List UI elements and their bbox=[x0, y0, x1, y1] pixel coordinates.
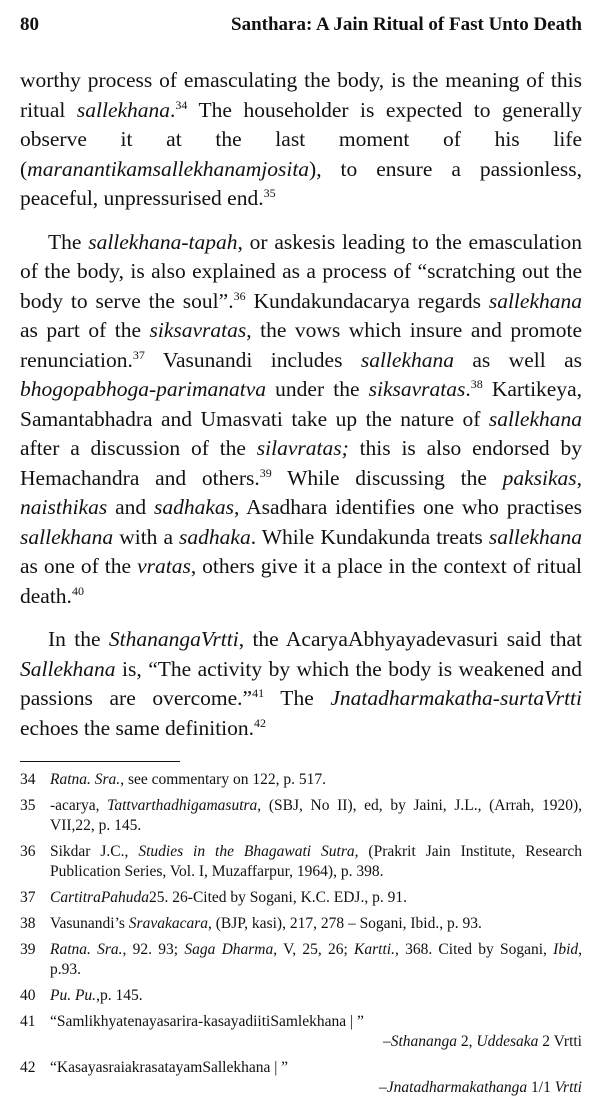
italic-run: –Jnatadharmakathanga bbox=[379, 1079, 528, 1096]
footnote-line bbox=[50, 1012, 582, 1032]
text-run: The bbox=[264, 686, 331, 710]
italic-run: Uddesaka bbox=[476, 1033, 539, 1050]
text-run: -acarya, bbox=[50, 797, 108, 814]
text-run: 25. 26-Cited by Sogani, K.C. EDJ., p. 91. bbox=[149, 889, 407, 906]
italic-run: Sravakacara bbox=[128, 915, 208, 932]
text-run: . bbox=[170, 97, 176, 122]
italic-run: sallekhana bbox=[76, 97, 171, 122]
italic-run: Saga Dharma bbox=[184, 941, 274, 958]
italic-run: SthanangaVrtti bbox=[108, 627, 239, 651]
footnote-attribution bbox=[50, 1078, 582, 1098]
text-run: “Samlikhyatenayasarira-kasayadiitiSamlekhana | ” bbox=[50, 1013, 364, 1030]
footnote bbox=[20, 1012, 582, 1052]
text-run: , V, 25, 26; bbox=[273, 941, 355, 958]
text-run: Kartikeya, Samantabhadra and Umasvati take up the nature of bbox=[20, 377, 583, 431]
footnote-text bbox=[50, 1058, 582, 1098]
text-run: , bbox=[576, 465, 582, 490]
footnote-ref: 40 bbox=[71, 583, 84, 598]
text-run: In the bbox=[48, 627, 109, 651]
footnote-number: 35 bbox=[20, 797, 36, 814]
footnote-line bbox=[50, 940, 582, 980]
footnote-line bbox=[50, 796, 582, 836]
text-run: , the AcaryaAbhyayadevasuri said that bbox=[238, 627, 582, 651]
text-run: , (Prakrit Jain Institute, Research Publication Series, Vol. I, Muzaffarpur, 1964), p. 398. bbox=[50, 843, 583, 880]
footnote bbox=[20, 796, 582, 836]
italic-run: sallekhana-tapah bbox=[88, 229, 238, 254]
text-run: , (BJP, kasi), 217, 278 – Sogani, Ibid., p. 93. bbox=[208, 915, 482, 932]
footnote-ref: 37 bbox=[132, 347, 145, 362]
footnote-ref: 41 bbox=[252, 686, 265, 700]
text-run: ,p. 145. bbox=[96, 987, 143, 1004]
italic-run: CartitraPahuda bbox=[50, 889, 150, 906]
italic-run: maranantikamsallekhanamjosita bbox=[27, 156, 310, 181]
footnote-attribution bbox=[50, 1032, 582, 1052]
footnote-ref: 38 bbox=[470, 377, 483, 391]
text-run: as well as bbox=[454, 347, 582, 372]
footnote-text bbox=[50, 940, 582, 980]
footnote-line bbox=[50, 914, 582, 934]
footnote-line bbox=[50, 770, 582, 790]
italic-run: Ibid bbox=[553, 941, 579, 958]
paragraph-1 bbox=[20, 66, 582, 214]
text-run: , p.93. bbox=[50, 941, 582, 978]
footnote bbox=[20, 986, 582, 1006]
footnote-ref: 39 bbox=[259, 465, 272, 480]
italic-run: Sallekhana bbox=[20, 656, 116, 681]
italic-run: siksavratas bbox=[368, 377, 466, 401]
italic-run: sadhakas bbox=[153, 495, 235, 519]
text-run: Vasunandi’s bbox=[50, 915, 129, 932]
italic-run: Jnatadharmakatha-surtaVrtti bbox=[330, 686, 582, 710]
italic-run: sallekhana bbox=[488, 288, 582, 313]
text-run: “KasayasraiakrasatayamSallekhana | ” bbox=[50, 1059, 289, 1076]
page-number: 80 bbox=[20, 14, 39, 35]
footnote-line bbox=[50, 888, 582, 908]
text-run: Kundakundacarya regards bbox=[245, 288, 489, 313]
text-run: . While Kundakunda treats bbox=[250, 524, 489, 549]
text-run: and bbox=[107, 495, 154, 519]
text-run: , Asadhara identifies one who practises bbox=[234, 495, 582, 519]
footnote bbox=[20, 842, 582, 882]
text-run: as one of the bbox=[20, 554, 138, 578]
text-run: 1/1 bbox=[527, 1079, 555, 1096]
italic-run: Ratna. Sra. bbox=[50, 941, 123, 958]
italic-run: sallekhana bbox=[488, 524, 582, 549]
text-run: , others give it a place in the context of ritual death. bbox=[20, 554, 582, 608]
footnote bbox=[20, 770, 582, 790]
text-run: The bbox=[48, 229, 89, 254]
footnote-number: 36 bbox=[20, 843, 36, 860]
footnote-text bbox=[50, 986, 582, 1006]
text-run: as part of the bbox=[20, 318, 150, 342]
text-run: , or askesis leading to the emasculation of the body, is also explained as a process of “scratching out the body to serve the soul”. bbox=[20, 229, 582, 313]
italic-run: silavratas; bbox=[256, 436, 349, 460]
text-run: Sikdar J.C., bbox=[50, 843, 139, 860]
paragraph-3 bbox=[20, 625, 582, 743]
footnote-text bbox=[50, 770, 582, 790]
italic-run: Tattvarthadhigamasutra bbox=[107, 797, 258, 814]
italic-run: sadhaka bbox=[179, 524, 251, 549]
footnotes bbox=[20, 770, 582, 1098]
text-run: , see commentary on 122, p. 517. bbox=[120, 771, 326, 788]
footnote bbox=[20, 1058, 582, 1098]
footnote-divider bbox=[20, 761, 180, 762]
italic-run: sallekhana bbox=[488, 406, 582, 431]
page-header bbox=[20, 14, 582, 50]
text-run: ), to ensure a passionless, peaceful, unpressurised end. bbox=[20, 156, 582, 210]
italic-run: vratas bbox=[137, 554, 191, 578]
footnote-text bbox=[50, 842, 582, 882]
text-run: 2, bbox=[457, 1033, 477, 1050]
italic-run: sallekhana bbox=[20, 524, 114, 549]
text-run: The householder is expected to generally observe it at the last moment of his life ( bbox=[20, 97, 582, 181]
footnote-text bbox=[50, 888, 582, 908]
footnote-line bbox=[50, 1058, 582, 1078]
italic-run: naisthikas bbox=[20, 495, 108, 519]
footnote-line bbox=[50, 842, 582, 882]
text-run: with a bbox=[113, 524, 180, 549]
italic-run: sallekhana bbox=[360, 347, 454, 372]
italic-run: bhogopabhoga-parimanatva bbox=[20, 377, 267, 401]
footnote bbox=[20, 888, 582, 908]
text-run: echoes the same definition. bbox=[20, 715, 255, 740]
italic-run: –Sthananga bbox=[382, 1033, 458, 1050]
footnote-number: 34 bbox=[20, 771, 36, 788]
italic-run: Ratna. Sra. bbox=[50, 771, 121, 788]
text-run: , (SBJ, No II), ed, by Jaini, J.L., (Arrah, 1920), VII,22, p. 145. bbox=[50, 797, 582, 834]
footnote-number: 37 bbox=[20, 889, 36, 906]
text-run: , the vows which insure and promote renunciation. bbox=[20, 318, 582, 372]
footnote-ref: 34 bbox=[175, 97, 188, 112]
text-run: , 368. Cited by Sogani, bbox=[394, 941, 554, 958]
text-run: after a discussion of the bbox=[20, 436, 257, 460]
footnote-number: 42 bbox=[20, 1059, 36, 1076]
text-run: worthy process of emasculating the body, is the meaning of this ritual bbox=[20, 68, 582, 122]
footnote-ref: 42 bbox=[254, 715, 267, 730]
text-run: , 92. 93; bbox=[122, 941, 185, 958]
footnote-line bbox=[50, 986, 582, 1006]
italic-run: Vrtti bbox=[554, 1079, 582, 1096]
text-run: . bbox=[465, 377, 471, 401]
italic-run: Studies in the Bhagawati Sutra bbox=[138, 843, 355, 860]
text-run: this is also endorsed by Hemachandra and others. bbox=[20, 436, 583, 490]
footnote-number: 40 bbox=[20, 987, 36, 1004]
paragraph-2 bbox=[20, 228, 582, 612]
italic-run: siksavratas bbox=[149, 318, 247, 342]
text-run: Vasunandi includes bbox=[144, 347, 361, 372]
footnote bbox=[20, 940, 582, 980]
text-run: While discussing the bbox=[271, 465, 503, 490]
footnote-text bbox=[50, 1012, 582, 1052]
italic-run: Pu. Pu. bbox=[50, 987, 97, 1004]
footnote-ref: 35 bbox=[263, 186, 276, 200]
body-text bbox=[20, 66, 582, 743]
text-run: 2 Vrtti bbox=[538, 1033, 582, 1050]
footnote-number: 39 bbox=[20, 941, 36, 958]
footnote-text bbox=[50, 914, 582, 934]
italic-run: paksikas bbox=[502, 465, 577, 490]
text-run: is, “The activity by which the body is weakened and passions are overcome.” bbox=[20, 656, 582, 710]
footnote-ref: 36 bbox=[233, 288, 246, 303]
italic-run: Kartti. bbox=[354, 941, 395, 958]
text-run: under the bbox=[266, 377, 369, 401]
footnote-number: 38 bbox=[20, 915, 36, 932]
footnote bbox=[20, 914, 582, 934]
running-title: Santhara: A Jain Ritual of Fast Unto Death bbox=[231, 14, 582, 35]
footnote-text bbox=[50, 796, 582, 836]
footnote-number: 41 bbox=[20, 1013, 36, 1030]
